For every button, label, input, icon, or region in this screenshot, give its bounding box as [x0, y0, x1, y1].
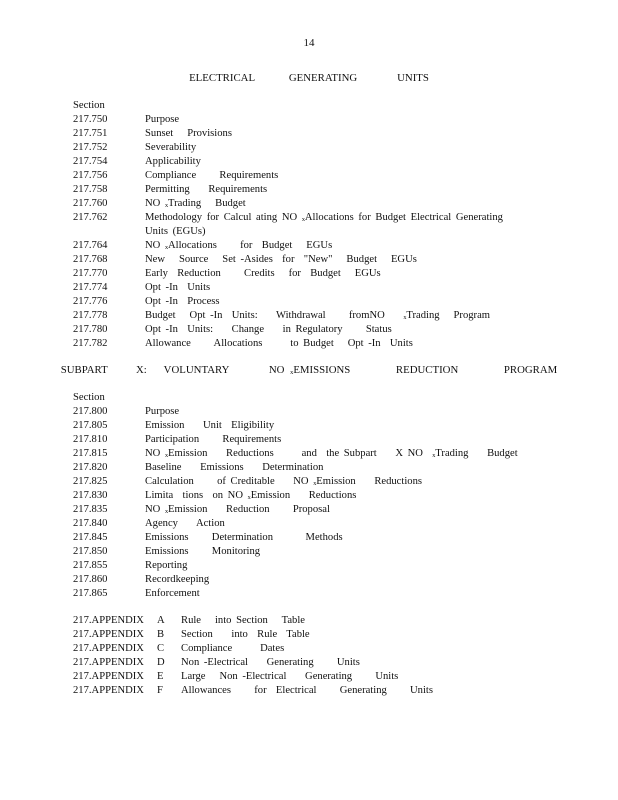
section-title: Sunset Provisions	[145, 128, 232, 139]
appendix-number: 217.APPENDIX	[73, 643, 144, 654]
appendix-entry	[73, 642, 433, 656]
section-entry	[73, 405, 518, 419]
section-number: 217.778	[73, 310, 108, 321]
section-number: 217.780	[73, 324, 108, 335]
section-entry	[73, 517, 518, 531]
section-title: NO ₓTrading Budget	[145, 198, 246, 209]
appendix-letter: F	[157, 685, 163, 696]
section-title: Opt -In Process	[145, 296, 220, 307]
section-entry	[73, 587, 518, 601]
section-entry	[73, 337, 535, 351]
section-title: Purpose	[145, 406, 180, 417]
section-title: Permitting Requirements	[145, 184, 268, 195]
section-title: Recordkeeping	[145, 574, 210, 585]
section-title: Enforcement	[145, 588, 200, 599]
appendix-number: 217.APPENDIX	[73, 657, 144, 668]
section-entry	[73, 113, 535, 127]
section-entry	[73, 419, 518, 433]
section-title: Methodology for Calcul ating NO ₓAllocations for Budget Electrical Generating Units (EGUs)	[145, 212, 503, 237]
section-number: 217.752	[73, 142, 108, 153]
section-number: 217.756	[73, 170, 108, 181]
section-entry	[73, 281, 535, 295]
appendix-number: 217.APPENDIX	[73, 671, 144, 682]
section-entry	[73, 531, 518, 545]
section-title: NO ₓAllocations for Budget EGUs	[145, 240, 333, 251]
section-entry	[73, 461, 518, 475]
section-title: NO ₓEmission Reduction Proposal	[145, 504, 330, 515]
appendix-entry	[73, 614, 433, 628]
appendix-number: 217.APPENDIX	[73, 629, 144, 640]
section-number: 217.820	[73, 462, 108, 473]
section-number: 217.754	[73, 156, 108, 167]
appendix-letter: E	[157, 671, 164, 682]
section-entry	[73, 545, 518, 559]
section-title: Emission Unit Eligibility	[145, 420, 275, 431]
appendix-title: Section into Rule Table	[181, 629, 310, 640]
appendix-number: 217.APPENDIX	[73, 615, 144, 626]
section-title: Opt -In Units: Change in Regulatory Status	[145, 324, 392, 335]
page-heading: ELECTRICAL GENERATING UNITS	[189, 72, 429, 84]
section-entry	[73, 573, 518, 587]
section-entry	[73, 323, 535, 337]
section-entry	[73, 489, 518, 503]
section-number: 217.770	[73, 268, 108, 279]
section-entry	[73, 183, 535, 197]
section-entry	[73, 155, 535, 169]
section-title: Reporting	[145, 560, 188, 571]
section-number: 217.815	[73, 448, 108, 459]
section-entry	[73, 475, 518, 489]
appendix-title: Allowances for Electrical Generating Units	[181, 685, 433, 696]
appendix-letter: A	[157, 615, 165, 626]
section-title: Allowance Allocations to Budget Opt -In Units	[145, 338, 413, 349]
section-entry	[73, 197, 535, 211]
subpart-heading: SUBPART X: VOLUNTARY NO ₓEMISSIONS REDUCTION PROGRAM	[60, 364, 558, 376]
section-label-subpart-x: Section	[73, 392, 105, 403]
appendix-letter: B	[157, 629, 165, 640]
section-title: Participation Requirements	[145, 434, 282, 445]
section-number: 217.840	[73, 518, 108, 529]
section-entry	[73, 433, 518, 447]
section-entry	[73, 559, 518, 573]
section-entry	[73, 503, 518, 517]
section-number: 217.850	[73, 546, 108, 557]
section-label: Section	[73, 100, 105, 111]
section-title: Applicability	[145, 156, 201, 167]
section-title: New Source Set -Asides for "New" Budget EGUs	[145, 254, 417, 265]
section-number: 217.750	[73, 114, 108, 125]
section-number: 217.845	[73, 532, 108, 543]
appendix-letter: C	[157, 643, 165, 654]
page-number: 14	[303, 37, 315, 49]
section-number: 217.758	[73, 184, 108, 195]
section-title: Agency Action	[145, 518, 225, 529]
section-number: 217.800	[73, 406, 108, 417]
appendix-title: Compliance Dates	[181, 643, 285, 654]
section-number: 217.830	[73, 490, 108, 501]
section-title: Baseline Emissions Determination	[145, 462, 324, 473]
section-number: 217.860	[73, 574, 108, 585]
section-entry	[73, 267, 535, 281]
section-number: 217.764	[73, 240, 108, 251]
section-title: Early Reduction Credits for Budget EGUs	[145, 268, 381, 279]
section-list-subpart-main	[73, 113, 535, 351]
section-title: NO ₓEmission Reductions and the Subpart X NO ₓTrading Budget	[145, 448, 518, 459]
section-number: 217.776	[73, 296, 108, 307]
section-number: 217.825	[73, 476, 108, 487]
section-number: 217.762	[73, 212, 108, 223]
section-entry	[73, 295, 535, 309]
appendix-entry	[73, 684, 433, 698]
appendix-entry	[73, 628, 433, 642]
appendix-title: Large Non -Electrical Generating Units	[181, 671, 399, 682]
appendix-entry	[73, 656, 433, 670]
section-entry	[73, 127, 535, 141]
section-number: 217.751	[73, 128, 108, 139]
section-title: Limita tions on NO ₓEmission Reductions	[145, 490, 357, 501]
section-entry	[73, 141, 535, 155]
section-title: Emissions Monitoring	[145, 546, 261, 557]
section-number: 217.855	[73, 560, 108, 571]
appendix-title: Non -Electrical Generating Units	[181, 657, 360, 668]
section-number: 217.768	[73, 254, 108, 265]
section-number: 217.835	[73, 504, 108, 515]
appendix-entry	[73, 670, 433, 684]
section-title: Calculation of Creditable NO ₓEmission Reductions	[145, 476, 422, 487]
section-number: 217.782	[73, 338, 108, 349]
section-number: 217.865	[73, 588, 108, 599]
section-title: Emissions Determination Methods	[145, 532, 343, 543]
appendix-number: 217.APPENDIX	[73, 685, 144, 696]
section-title: Compliance Requirements	[145, 170, 279, 181]
appendix-list	[73, 614, 433, 698]
section-number: 217.805	[73, 420, 108, 431]
section-title: Purpose	[145, 114, 180, 125]
section-title: Severability	[145, 142, 197, 153]
section-number: 217.774	[73, 282, 108, 293]
section-entry	[73, 309, 535, 323]
section-number: 217.810	[73, 434, 108, 445]
section-title: Budget Opt -In Units: Withdrawal fromNO ₓTrading Program	[145, 310, 491, 321]
appendix-letter: D	[157, 657, 165, 668]
section-entry	[73, 253, 535, 267]
section-entry	[73, 169, 535, 183]
section-list-subpart-x	[73, 405, 518, 601]
section-entry	[73, 239, 535, 253]
section-number: 217.760	[73, 198, 108, 209]
section-title: Opt -In Units	[145, 282, 211, 293]
appendix-title: Rule into Section Table	[181, 615, 305, 626]
section-entry	[73, 447, 518, 461]
section-entry	[73, 211, 535, 239]
